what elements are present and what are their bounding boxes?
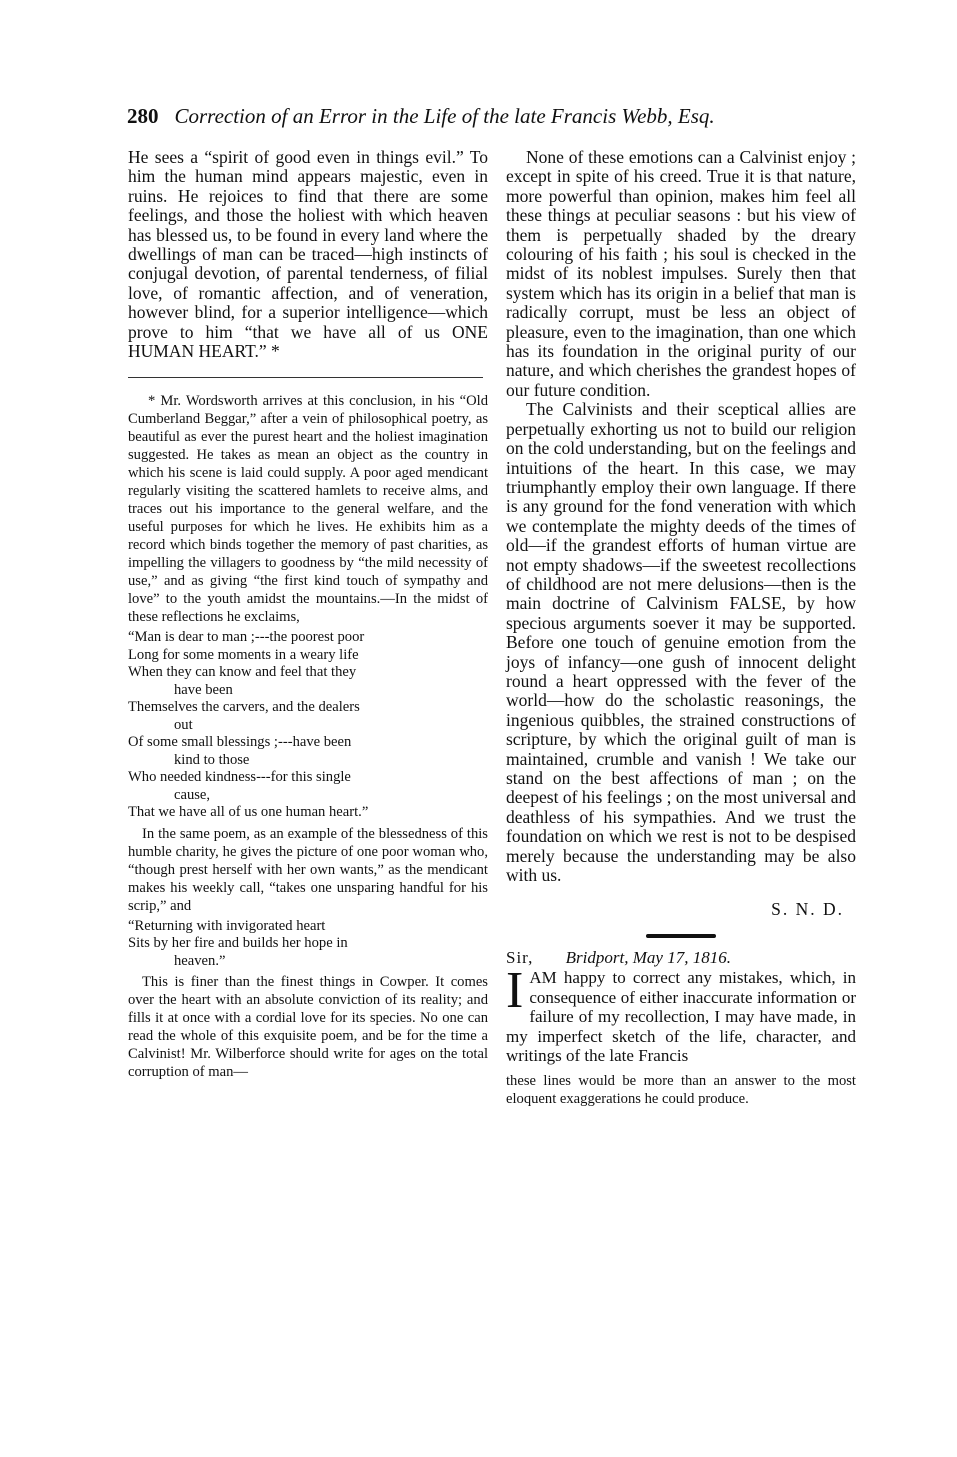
verse-quote-2	[128, 918, 488, 971]
section-divider	[646, 934, 716, 938]
verse-line: That we have all of us one human heart.”	[128, 804, 369, 821]
signature: S. N. D.	[771, 899, 844, 920]
running-header	[127, 104, 827, 138]
right-column	[506, 148, 856, 1108]
verse-line: Of some small blessings ;---have been	[128, 734, 352, 751]
letter-text: AM happy to correct any mistakes, which, in consequence of either inaccurate information or failure of my recollection, I may have made, in my imperfect sketch of the life, character, and writings of the late Francis	[506, 968, 856, 1066]
paragraph-calvinist-emotions: None of these emotions can a Calvinist enjoy ; except in spite of his creed. True it is that nature, more powerful than opinion, makes him feel all these things at peculiar seasons : but his view of them is perpetually shaded by the dreary colouring of his faith ; his soul is checked in the midst of its noblest impulses. Surely then that system which has its origin in a belief that man is radically corrupt, must be less an object of pleasure, even to the imagination, than one which has its foundation in the original purity of our nature, and which cherishes the grandest hopes of our future condition.	[506, 147, 856, 400]
verse-quote-1	[128, 629, 488, 822]
verse-line: have been	[174, 681, 233, 698]
verse-line: Long for some moments in a weary life	[128, 646, 359, 663]
verse-line: “Man is dear to man ;---the poorest poor	[128, 629, 365, 646]
footnote-end: This is finer than the finest things in Cowper. It comes over the heart with an absolute conviction of its reality; and fills it at once with a cordial love for its species. No one can read the whole of this exquisite poem, and be for the time a Calvinist! Mr. Wilberforce should write for ages on the total corruption of man—	[128, 974, 488, 1081]
verse-line: Who needed kindness---for this single	[128, 769, 351, 786]
verse-line: kind to those	[174, 751, 250, 768]
running-title: Correction of an Error in the Life of the late Francis Webb, Esq.	[174, 104, 715, 128]
verse-line: Sits by her fire and builds her hope in	[128, 935, 348, 952]
verse-line: “Returning with invigorated heart	[128, 917, 326, 934]
opening-paragraph: He sees a “spirit of good even in things evil.” To him the human mind appears majestic, even in ruins. He rejoices to find that there are some feelings, and those the holiest with which heaven has blessed us, to be found in every land where the dwellings of man can be traced—high instincts of conjugal devotion, of parental tenderness, of filial love, of romantic affection, and of veneration, however blind, for a superior intelligence—which prove to him “that we have all of us ONE HUMAN HEART.” *	[128, 147, 488, 362]
footnote-intro: * Mr. Wordsworth arrives at this conclusion, in his “Old Cumberland Beggar,” after a vein of philosophical poetry, as beautiful as ever the purest heart and the holiest imagination suggested. He takes as mean an object as the country in which his scene is laid could supply. A poor aged mendicant regularly visiting the scattered hamlets to receive alms, and traces out his importance to the general welfare, and the useful purposes for which he lives. He exhibits him as a record which binds together the memory of past charities, as impelling the villagers to goodness by “the mild necessity of use,” and as giving “the first kind touch of sympathy and love” to the youth amidst the mountains.—In the midst of these reflections he exclaims,	[128, 393, 488, 626]
letter-salutation: Sir,	[506, 948, 534, 968]
verse-line: Themselves the carvers, and the dealers	[128, 699, 360, 716]
letter-body	[506, 962, 856, 1066]
footnote-rule	[128, 377, 483, 378]
letter-heading	[506, 948, 856, 968]
footnote-mid: In the same poem, as an example of the blessedness of this humble charity, he gives the picture of one poor woman who, “though prest herself with her own wants,” as the mendicant makes his weekly call, “takes one unsparing handful for his scrip,” and	[128, 825, 488, 914]
verse-line: When they can know and feel that they	[128, 664, 357, 681]
drop-cap: I	[506, 962, 524, 1020]
paragraph-calvinists-sceptical: The Calvinists and their sceptical allies are perpetually exhorting us not to build our religion on the cold understanding, but on the feelings and intuitions of the heart. In this case, we may triumphantly employ their own language. If there is any ground for the fond veneration with which we contemplate the mighty deeds of the times of old—if the grandest efforts of human virtue are not empty shadows—if the sweetest recollections of childhood are not mere delusions—then is the main doctrine of Calvinism FALSE, by how specious arguments soever it may be supported. Before one touch of genuine emotion from the joys of infancy—one gush of innocent delight round a heart oppressed with the fever of the world—how do the scholastic reasonings, the ingenious quibbles, the strained constructions of scripture, by which the original guilt of man is maintained, crumble and vanish ! We take our stand on the best affections of man ; on the deepest of his feelings ; on the most universal and deathless of his sympathies. And we trust the foundation on which we rest is not to be despised merely because the understanding may be also with us.	[506, 399, 856, 886]
verse-line: heaven.”	[174, 952, 226, 969]
letter-fragment: these lines would be more than an answer to the most eloquent exaggerations he could produce.	[506, 1072, 856, 1107]
verse-line: cause,	[174, 786, 211, 803]
letter-dateline: Bridport, May 17, 1816.	[565, 948, 731, 968]
page-number: 280	[127, 104, 159, 128]
footnote	[128, 392, 488, 1081]
left-column	[128, 148, 488, 1081]
verse-line: out	[174, 716, 193, 733]
